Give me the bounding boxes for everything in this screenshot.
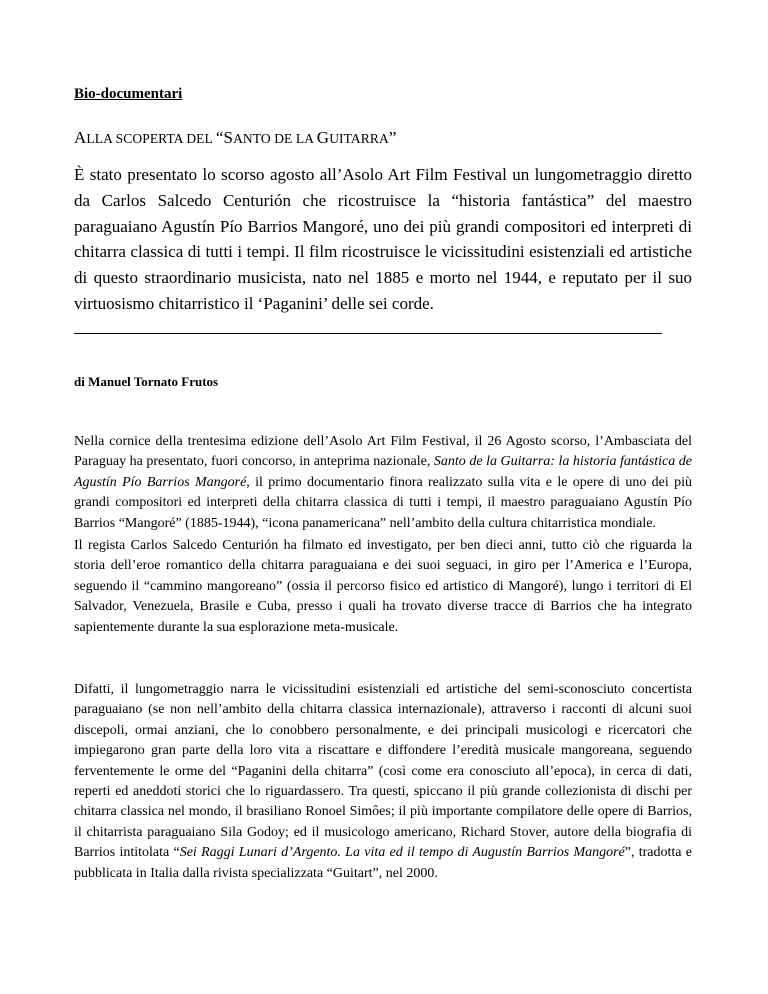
biography-title: Sei Raggi Lunari d’Argento. La vita ed il tempo di Augustín Barrios Mangoré xyxy=(179,845,625,861)
headline-part-3: UITARRA xyxy=(329,131,389,146)
headline-quote-open: “ xyxy=(215,128,224,147)
body-paragraph-1 xyxy=(74,432,692,534)
separator-line xyxy=(74,333,662,334)
headline-part-2: ANTO DE LA xyxy=(233,131,317,146)
lead-paragraph: È stato presentato lo scorso agosto all’Asolo Art Film Festival un lungometraggio diretto da Carlos Salcedo Centurión che ricostruisce la “historia fantástica” del maestro paraguaiano Agustín Pío Barrios Mangoré, uno dei più grandi compositori ed interpreti di chitarra classica di tutti i tempi. Il film ricostruisce le vicissitudini esistenziali ed artistiche di questo straordinario musicista, nato nel 1885 e morto nel 1944, e reputato per il suo virtuosismo chitarristico il ‘Paganini’ delle sei corde. xyxy=(74,165,692,313)
article-headline xyxy=(74,128,396,148)
headline-cap-s: S xyxy=(223,128,234,147)
author-byline: di Manuel Tornato Frutos xyxy=(74,374,219,389)
section-label: Bio-documentari xyxy=(74,86,183,102)
headline-part-1: LLA SCOPERTA DEL xyxy=(86,131,216,146)
body-paragraph-3 xyxy=(74,680,692,884)
paragraph-1-text-before: Nella cornice della trentesima edizione dell’Asolo Art Film Festival, il 26 Agosto scorso, l’Ambasciata del Paraguay ha presentato, fuori concorso, in anteprima nazionale, xyxy=(74,434,692,470)
headline-quote-close: ” xyxy=(388,128,397,147)
paragraph-1-text-after: il primo documentario finora realizzato sulla vita e le opere di uno dei più grandi compositori ed interpreti della chitarra classica di tutti i tempi, il maestro paraguaiano Agustín Pío Barrios “Mangoré” (1885-1944), “icona panamericana” nell’ambito della cultura chitarristica mondiale. xyxy=(74,474,692,531)
paragraph-3-text-before: Difatti, il lungometraggio narra le vicissitudini esistenziali ed artistiche del semi-sconosciuto concertista paraguaiano (se non nell’ambito della chitarra classica internazionale), attraverso i racconti di alcuni suoi discepoli, ormai anziani, che lo conobbero personalmente, e dei principali musicologi e ricercatori che impiegarono gran parte della loro vita a riscattare e diffondere l’eredità musicale mangoreana, seguendo ferventemente le orme del “Paganini della chitarra” (così come era conosciuto all’epoca), in cerca di dati, reperti ed aneddoti storici che lo riguardassero. Tra questi, spiccano il più grande collezionista di dischi per chitarra classica nel mondo, il brasiliano Ronoel Simôes; il più importante compilatore delle opere di Barrios, il chitarrista paraguaiano Sila Godoy; ed il musicologo americano, Richard Stover, autore della biografia di Barrios intitolata “ xyxy=(74,682,692,861)
body-paragraph-2: Il regista Carlos Salcedo Centurión ha filmato ed investigato, per ben dieci anni, tutto ciò che riguarda la storia dell’eroe romantico della chitarra paraguaiana e dei suoi seguaci, in giro per l’America e l’Europa, seguendo il “cammino mangoreano” (ossia il percorso fisico ed artistico di Mangoré), lungo i territori di El Salvador, Venezuela, Brasile e Cuba, presso i quali ha trovato diverse tracce di Barrios che ha integrato sapientemente durante la sua esplorazione meta-musicale. xyxy=(74,538,692,635)
documentary-title: Santo de la Guitarra: la historia fantástica de Agustín Pío Barrios Mangoré, xyxy=(74,454,692,490)
headline-cap-a: A xyxy=(74,128,87,147)
paragraph-3-text-after: ”, tradotta e pubblicata in Italia dalla rivista specializzata “Guitart”, nel 2000. xyxy=(74,845,692,881)
headline-cap-g: G xyxy=(316,128,330,147)
